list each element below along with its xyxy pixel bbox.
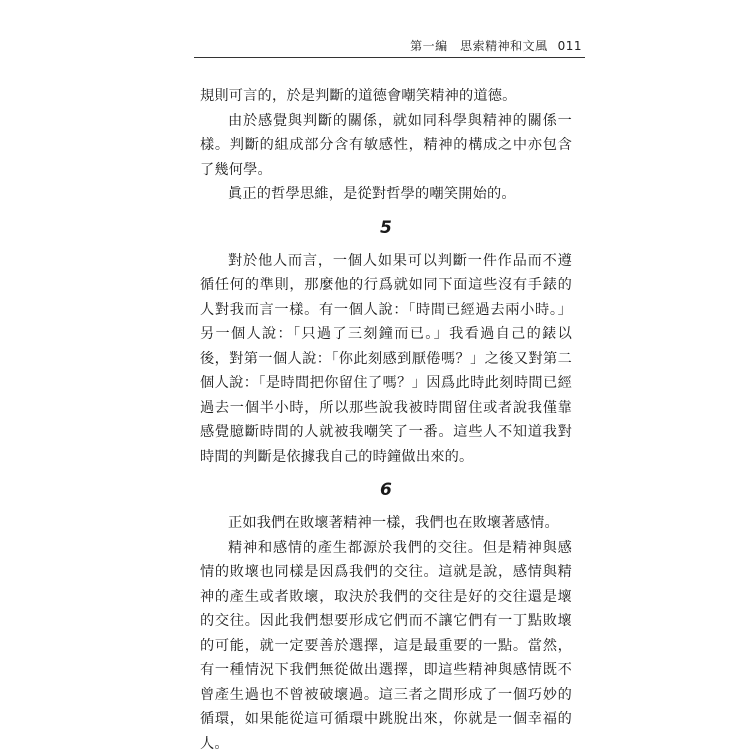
- paragraph: 正如我們在敗壞著精神一樣，我們也在敗壞著感情。: [200, 511, 572, 536]
- paragraph: 對於他人而言，一個人如果可以判斷一件作品而不遵循任何的準則，那麼他的行爲就如同下面這些沒有手錶的人對我而言一樣。有一個人說：「時間已經過去兩小時。」另一個人說：「只過了三刻鐘而已。」我看過自己的錶以後，對第一個人說：「你此刻感到厭倦嗎？」之後又對第二個人說：「是時間把你留住了嗎？」因爲此時此刻時間已經過去一個半小時，所以那些說我被時間留住或者說我僅靠感覺臆斷時間的人就被我嘲笑了一番。這些人不知道我對時間的判斷是依據我自己的時鐘做出來的。: [200, 249, 572, 470]
- paragraph: 由於感覺與判斷的關係，就如同科學與精神的關係一樣。判斷的組成部分含有敏感性，精神的構成之中亦包含了幾何學。: [200, 109, 572, 183]
- paragraph: 眞正的哲學思維，是從對哲學的嘲笑開始的。: [200, 182, 572, 207]
- section-number: 5: [200, 213, 572, 243]
- paragraph: 精神和感情的產生都源於我們的交往。但是精神與感情的敗壞也同樣是因爲我們的交往。這就是說，感情與精神的產生或者敗壞，取決於我們的交往是好的交往還是壞的交往。因此我們想要形成它們而不讓它們有一丁點敗壞的可能，就一定要善於選擇，這是最重要的一點。當然，有一種情況下我們無從做出選擇，即這些精神與感情既不曾產生過也不曾被破壞過。這三者之間形成了一個巧妙的循環，如果能從這可循環中跳脫出來，你就是一個幸福的人。: [200, 536, 572, 756]
- page-number: 011: [558, 39, 582, 53]
- paragraph: 規則可言的，於是判斷的道德會嘲笑精神的道德。: [200, 84, 572, 109]
- page-body: [200, 84, 572, 756]
- section-number: 6: [200, 475, 572, 505]
- running-header: [410, 37, 582, 54]
- header-rule: [194, 57, 585, 58]
- chapter-title: 第一編 思索精神和文風: [410, 39, 548, 53]
